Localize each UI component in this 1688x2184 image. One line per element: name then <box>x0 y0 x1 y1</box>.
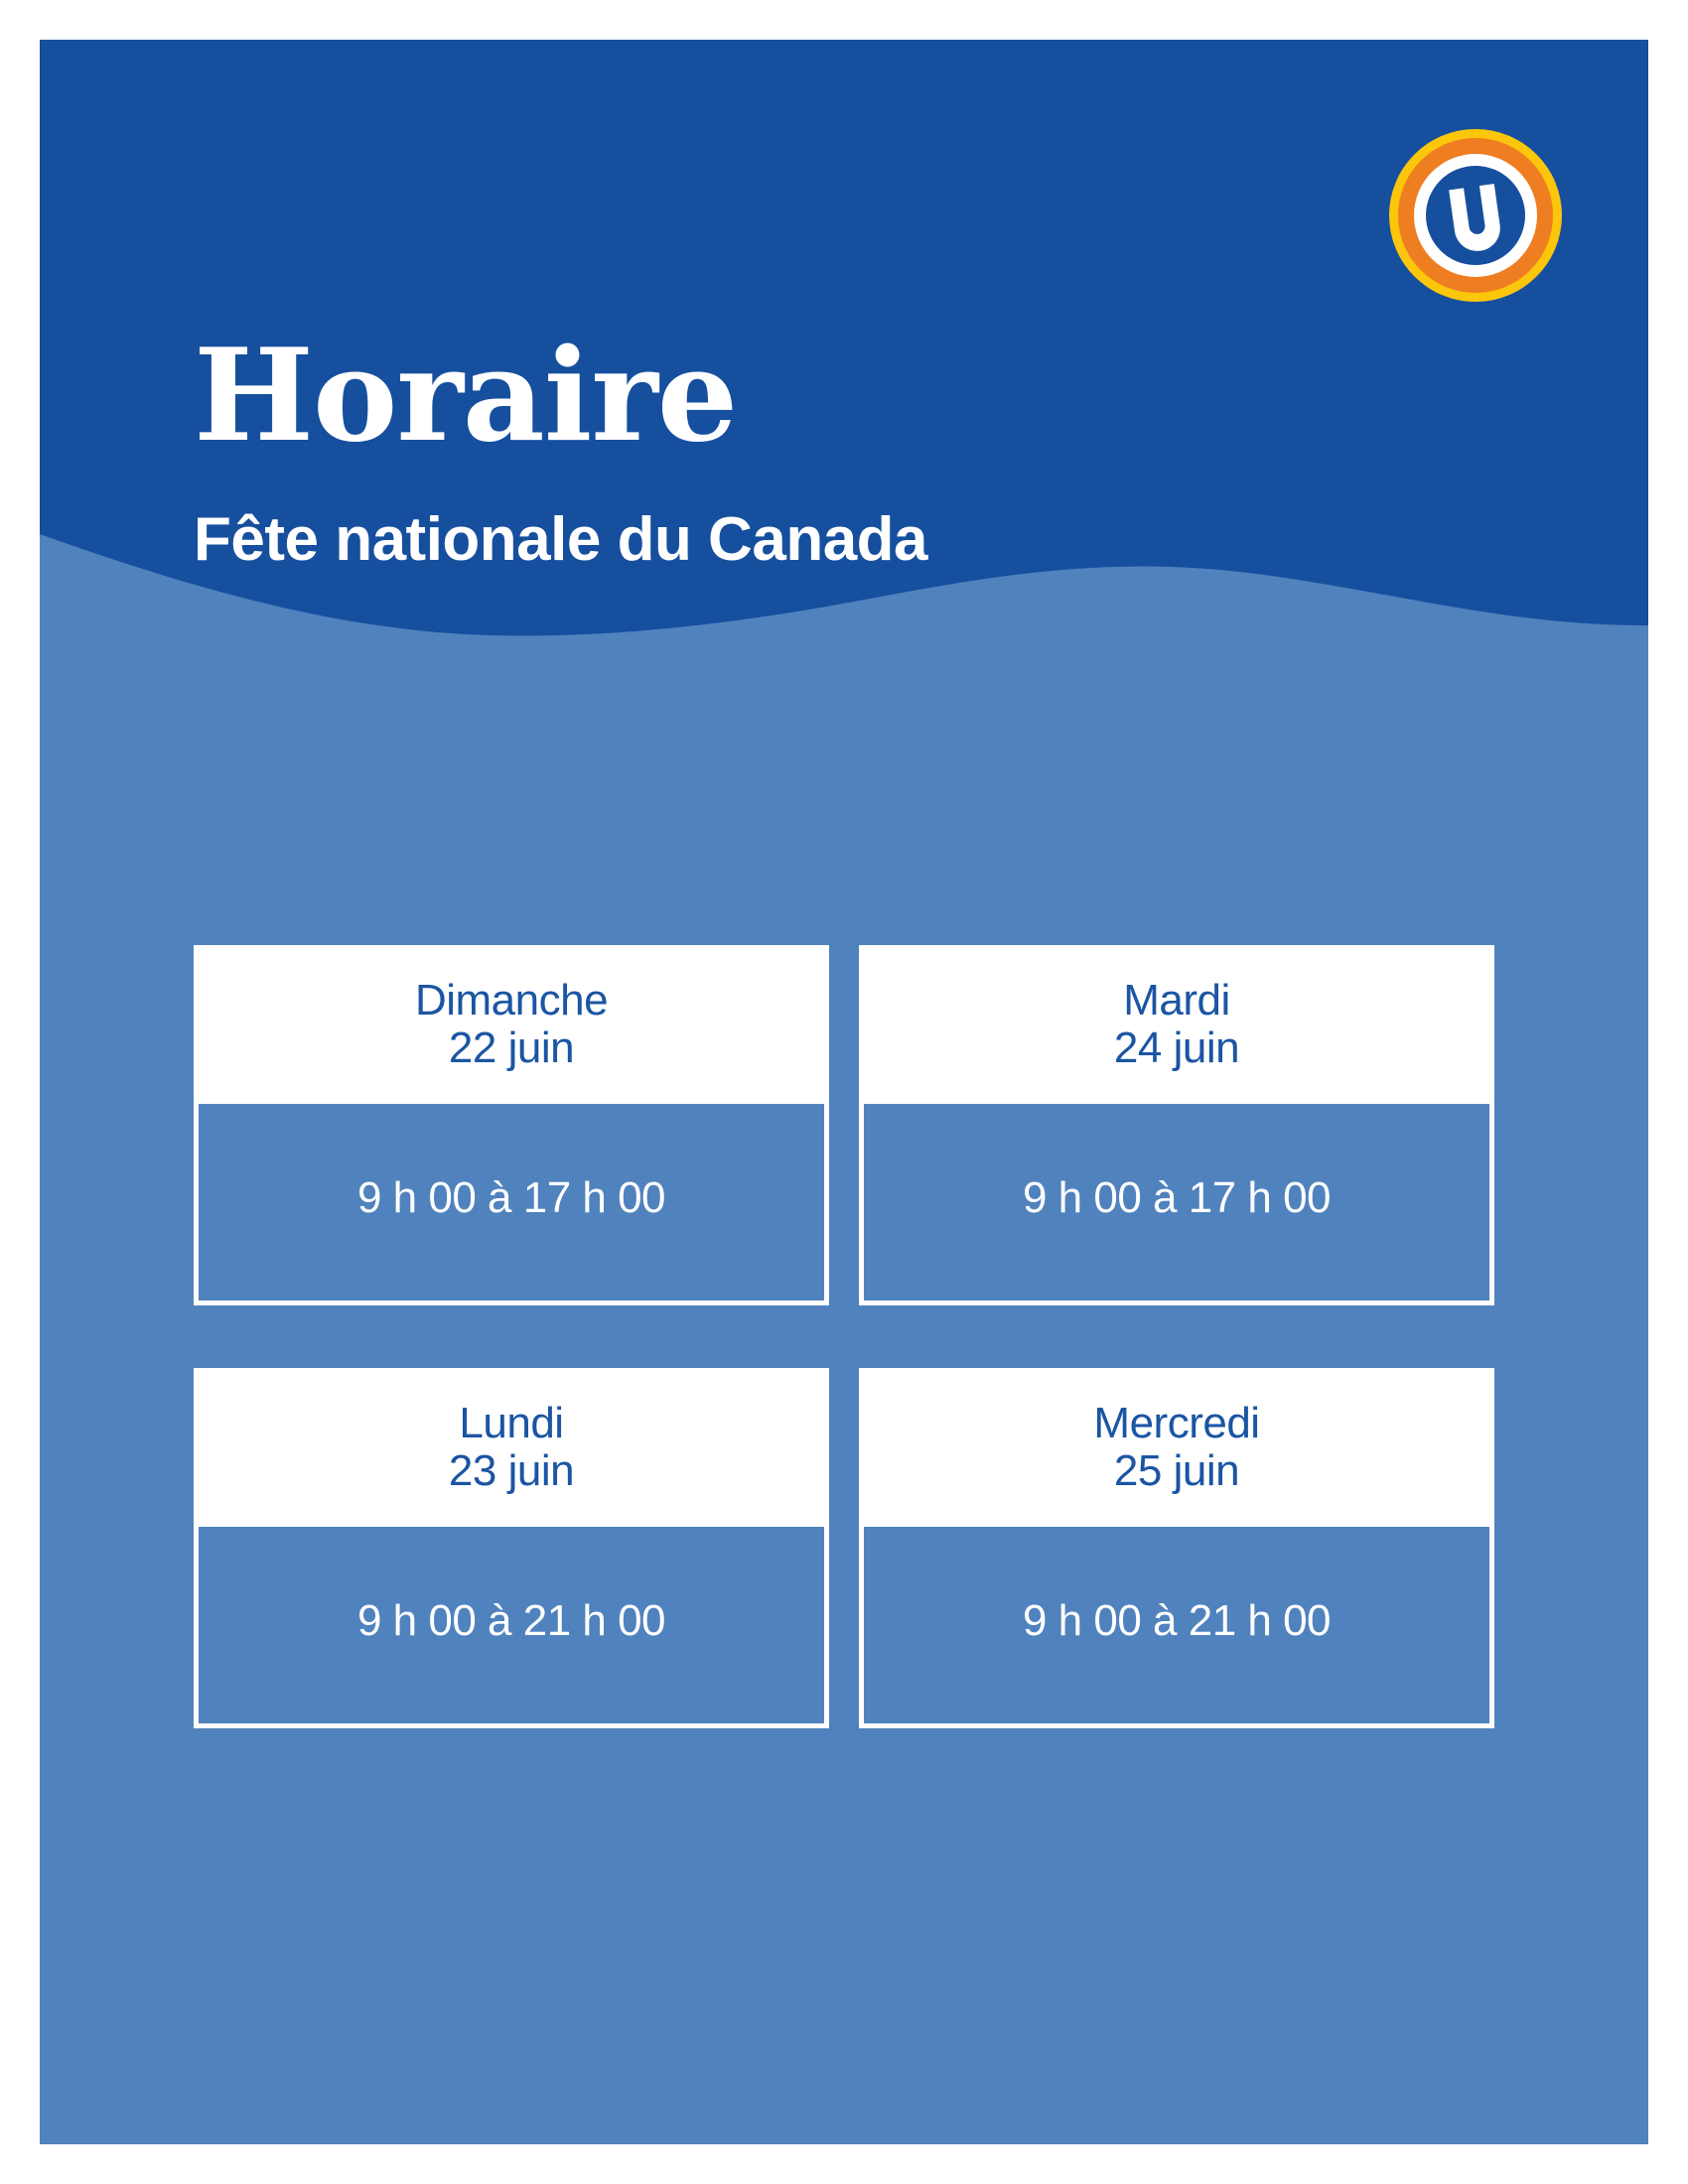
page-title: Horaire <box>194 322 738 471</box>
day-card-header <box>199 1373 824 1527</box>
day-card-header <box>199 950 824 1104</box>
day-card-header <box>864 950 1489 1104</box>
schedule-grid <box>194 945 1494 1728</box>
day-card-header <box>864 1373 1489 1527</box>
day-name: Mercredi <box>1093 1398 1260 1447</box>
day-date: 25 juin <box>1113 1445 1240 1495</box>
day-date: 22 juin <box>448 1024 575 1073</box>
schedule-poster <box>40 40 1648 2144</box>
day-hours: 9 h 00 à 21 h 00 <box>356 1595 666 1645</box>
day-card-mardi <box>859 945 1494 1305</box>
day-card-dimanche <box>194 945 829 1305</box>
day-hours: 9 h 00 à 21 h 00 <box>1022 1595 1332 1645</box>
u-logo-icon <box>1387 127 1564 304</box>
day-date: 24 juin <box>1113 1024 1240 1073</box>
poster-header <box>40 40 1648 834</box>
title-block <box>194 322 1385 574</box>
day-date: 23 juin <box>448 1445 575 1495</box>
day-hours: 9 h 00 à 17 h 00 <box>1022 1172 1332 1222</box>
page-subtitle: Fête nationale du Canada <box>194 505 928 574</box>
day-name: Dimanche <box>414 976 609 1024</box>
day-card-mercredi <box>859 1368 1494 1728</box>
day-name: Mardi <box>1123 976 1230 1024</box>
day-name: Lundi <box>459 1398 564 1447</box>
day-hours: 9 h 00 à 17 h 00 <box>356 1172 666 1222</box>
day-card-lundi <box>194 1368 829 1728</box>
